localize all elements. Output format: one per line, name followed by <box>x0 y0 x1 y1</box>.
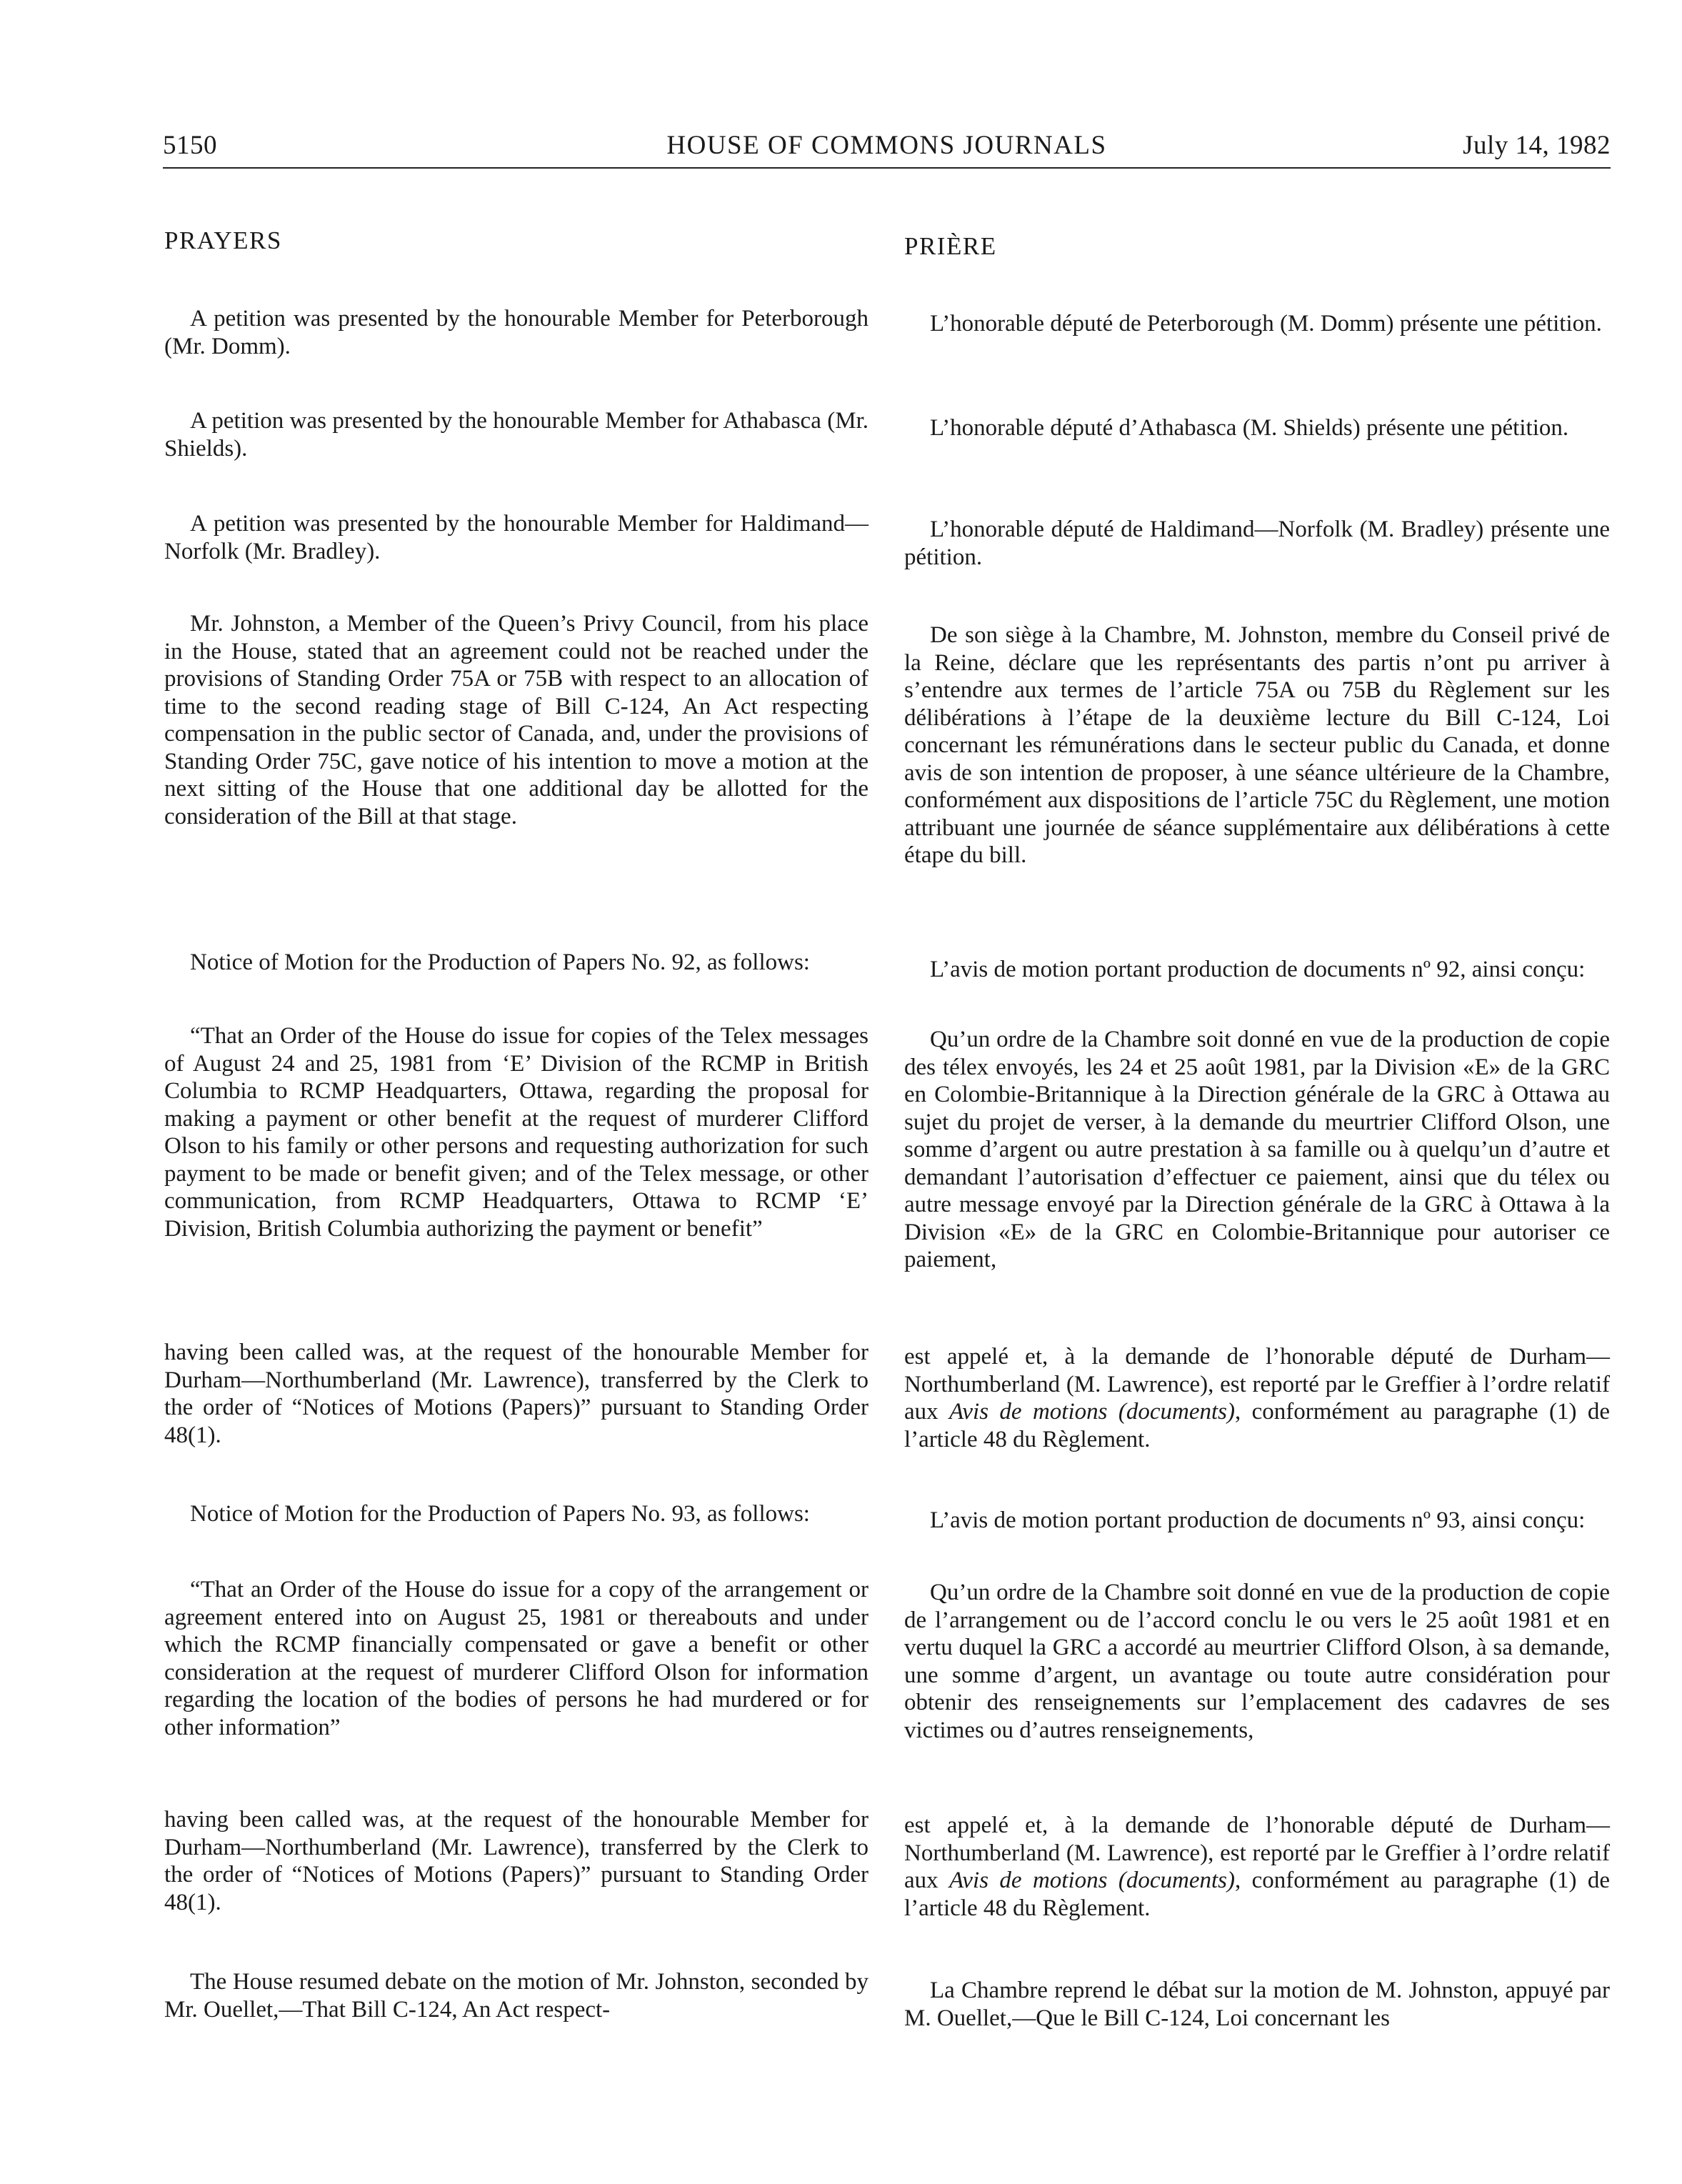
page-number: 5150 <box>163 131 217 160</box>
french-motion-92-outcome <box>904 1343 1610 1453</box>
french-motion-92-outcome-end: , conformément au paragraphe (1) de l’article 48 du Règlement. <box>904 1399 1610 1452</box>
french-motion-92-outcome-start: est appelé et, à la demande de l’honorable député de Durham—Northumberland (M. Lawrence), est reporté par le Greffier à l’ordre relatif aux <box>904 1344 1610 1425</box>
journal-title: HOUSE OF COMMONS JOURNALS <box>666 131 1107 160</box>
english-petition-1: A petition was presented by the honourable Member for Peterborough (Mr. Domm). <box>164 306 868 359</box>
french-motion-92-text: Qu’un ordre de la Chambre soit donné en vue de la production de copie des télex envoyés, les 24 et 25 août 1981, par la Division «E» de la GRC en Colombie-Britannique à la Direction générale de la GRC à Ottawa au sujet du projet de verser, à la demande du meurtrier Clifford Olson, une somme d’argent ou autre prestation à sa famille ou à quelqu’un d’autre et demandant l’autorisation d’effectuer ce paiement, ainsi que du télex ou autre message envoyé par la Direction générale de la GRC à Ottawa à la Division «E» de la GRC en Colombie-Britannique pour autoriser ce paiement, <box>904 1027 1610 1272</box>
french-petition-2: L’honorable député d’Athabasca (M. Shields) présente une pétition. <box>930 415 1569 441</box>
english-petition-3: A petition was presented by the honourable Member for Haldimand—Norfolk (Mr. Bradley). <box>164 511 868 564</box>
french-petition-1: L’honorable député de Peterborough (M. Domm) présente une pétition. <box>930 311 1602 336</box>
journal-date: July 14, 1982 <box>1463 131 1611 160</box>
french-petition-3: L’honorable député de Haldimand—Norfolk (M. Bradley) présente une pétition. <box>904 517 1610 570</box>
english-johnston-notice: Mr. Johnston, a Member of the Queen’s Privy Council, from his place in the House, stated that an agreement could not be reached under the provisions of Standing Order 75A or 75B with respect to an allocation of time to the second reading stage of Bill C-124, An Act respecting compensation in the public sector of Canada, and, under the provisions of Standing Order 75C, gave notice of his intention to move a motion at the next sitting of the House that one additional day be allotted for the consideration of the Bill at that stage. <box>164 611 868 829</box>
french-debate: La Chambre reprend le débat sur la motion de M. Johnston, appuyé par M. Ouellet,—Que le Bill C-124, Loi concernant les <box>904 1978 1610 2031</box>
english-motion-93-intro: Notice of Motion for the Production of Papers No. 93, as follows: <box>190 1501 810 1527</box>
french-motion-93-intro: L’avis de motion portant production de documents nº 93, ainsi conçu: <box>930 1507 1586 1533</box>
english-motion-92-outcome: having been called was, at the request of the honourable Member for Durham—Northumberland (Mr. Lawrence), transferred by the Clerk to the order of “Notices of Motions (Papers)” pursuant to Standing Order 48(1). <box>164 1340 868 1448</box>
english-heading: PRAYERS <box>164 226 282 254</box>
french-motion-93-text: Qu’un ordre de la Chambre soit donné en vue de la production de copie de l’arrangement ou de l’accord conclu le ou vers le 25 août 1981 et en vertu duquel la GRC a accordé au meurtrier Clifford Olson, à sa demande, une somme d’argent, un avantage ou toute autre considération pour obtenir des renseignements sur l’emplacement des cadavres de ses victimes ou d’autres renseignements, <box>904 1580 1610 1743</box>
french-motion-93-outcome-end: , conformément au paragraphe (1) de l’article 48 du Règlement. <box>904 1868 1610 1921</box>
french-motion-93-outcome-italic: Avis de motions (documents) <box>949 1868 1235 1893</box>
english-motion-93-text: “That an Order of the House do issue for a copy of the arrangement or agreement entered into on August 25, 1981 or thereabouts and under which the RCMP financially compensated or gave a benefit or other consideration at the request of murderer Clifford Olson for information regarding the location of the bodies of persons he had murdered or for other information” <box>164 1577 868 1740</box>
french-motion-92-intro: L’avis de motion portant production de documents nº 92, ainsi conçu: <box>930 957 1586 982</box>
english-motion-92-intro: Notice of Motion for the Production of Papers No. 92, as follows: <box>190 949 810 975</box>
english-petition-2: A petition was presented by the honourable Member for Athabasca (Mr. Shields). <box>164 408 868 462</box>
french-johnston-notice: De son siège à la Chambre, M. Johnston, membre du Conseil privé de la Reine, déclare que les représentants des partis n’ont pu arriver à s’entendre aux termes de l’article 75A ou 75B du Règlement sur les délibérations à l’étape de la deuxième lecture du Bill C-124, Loi concernant les rémunérations dans le secteur public du Canada, et donne avis de son intention de proposer, à une séance ultérieure de la Chambre, conformément aux dispositions de l’article 75C du Règlement, une motion attribuant une journée de séance supplémentaire aux délibérations à cette étape du bill. <box>904 622 1610 868</box>
english-debate: The House resumed debate on the motion of Mr. Johnston, seconded by Mr. Ouellet,—That Bill C-124, An Act respect- <box>164 1969 868 2023</box>
french-motion-93-outcome-start: est appelé et, à la demande de l’honorable député de Durham—Northumberland (M. Lawrence), est reporté par le Greffier à l’ordre relatif aux <box>904 1812 1610 1893</box>
french-motion-93-outcome <box>904 1812 1610 1922</box>
french-heading: PRIÈRE <box>904 232 997 260</box>
english-motion-92-text: “That an Order of the House do issue for copies of the Telex messages of August 24 and 25, 1981 from ‘E’ Division of the RCMP in British Columbia to RCMP Headquarters, Ottawa, regarding the proposal for making a payment or other benefit at the request of murderer Clifford Olson to his family or other persons and requesting authorization for such payment to be made or benefit given; and of the Telex message, or other communication, from RCMP Headquarters, Ottawa to RCMP ‘E’ Division, British Columbia authorizing the payment or benefit” <box>164 1023 868 1242</box>
page-header <box>163 127 1611 169</box>
french-motion-92-outcome-italic: Avis de motions (documents) <box>949 1399 1235 1425</box>
english-motion-93-outcome: having been called was, at the request of the honourable Member for Durham—Northumberland (Mr. Lawrence), transferred by the Clerk to the order of “Notices of Motions (Papers)” pursuant to Standing Order 48(1). <box>164 1807 868 1915</box>
